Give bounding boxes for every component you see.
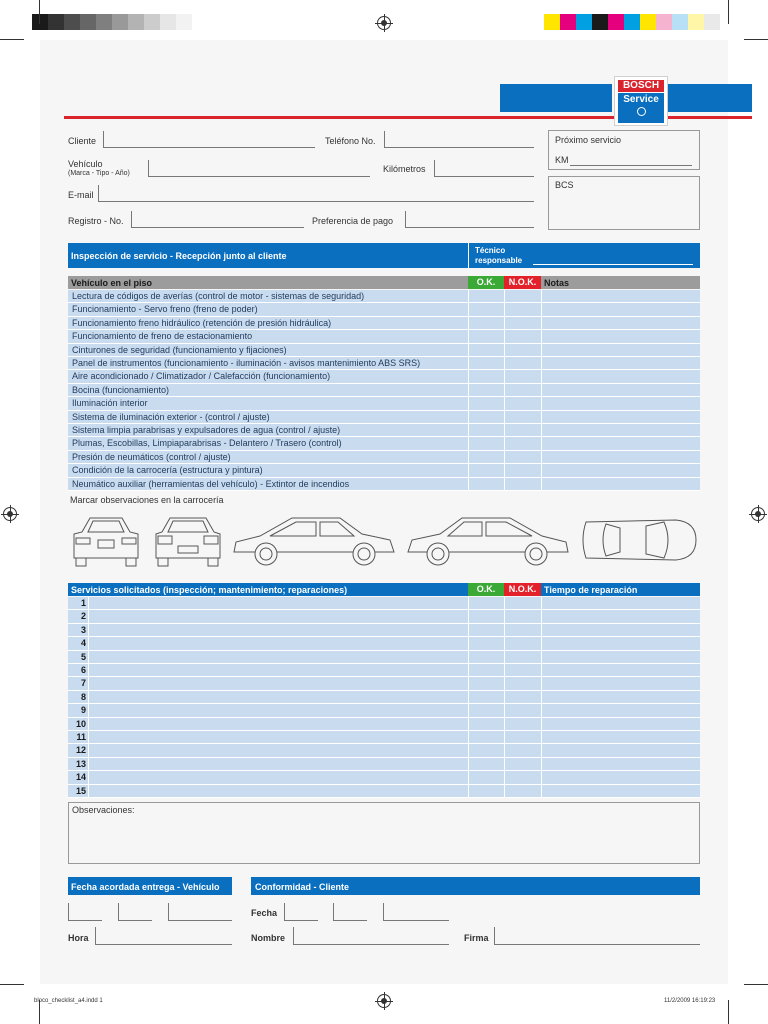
- services-ok-header: O.K.: [468, 583, 504, 596]
- crop-mark: [0, 984, 24, 985]
- color-swatch: [160, 14, 176, 30]
- table-row: [68, 317, 700, 330]
- registro-label: Registro - No.: [68, 216, 124, 226]
- nombre-label: Nombre: [251, 933, 286, 943]
- tiempo-field[interactable]: [542, 624, 700, 636]
- table-row: [68, 424, 700, 437]
- table-row: [68, 704, 700, 717]
- nok-checkbox[interactable]: [505, 357, 541, 369]
- table-row: [68, 451, 700, 464]
- row-label: Aire acondicionado / Climatizador / Calefacción (funcionamiento): [72, 371, 331, 382]
- footer-filename: bloco_checklist_a4.indd 1: [34, 998, 103, 1004]
- color-swatch: [592, 14, 608, 30]
- ok-checkbox[interactable]: [469, 330, 504, 342]
- row-label: Iluminación interior: [72, 398, 148, 409]
- ok-checkbox[interactable]: [469, 303, 504, 315]
- row-label: Lectura de códigos de averías (control de motor - sistemas de seguridad): [72, 291, 365, 301]
- crop-mark: [728, 0, 729, 24]
- ok-checkbox[interactable]: [469, 637, 504, 649]
- tiempo-field[interactable]: [542, 677, 700, 689]
- ok-checkbox[interactable]: [469, 357, 504, 369]
- color-swatch: [144, 14, 160, 30]
- nok-checkbox[interactable]: [505, 758, 541, 770]
- service-description-field[interactable]: [89, 677, 468, 689]
- crop-mark: [39, 0, 40, 24]
- fecha-acordada-header: [68, 877, 232, 895]
- color-swatch: [176, 14, 192, 30]
- nok-checkbox[interactable]: [505, 384, 541, 396]
- ok-checkbox[interactable]: [469, 597, 504, 609]
- nok-checkbox[interactable]: [505, 718, 541, 730]
- row-number: 11: [76, 732, 86, 742]
- table-row: [68, 624, 700, 637]
- tecnico-label: Técnico: [475, 246, 506, 255]
- fecha-acordada-title: Fecha acordada entrega - Vehículo: [71, 882, 220, 892]
- bosch-service-logo: [614, 76, 668, 126]
- nok-checkbox[interactable]: [505, 624, 541, 636]
- table-row: [68, 290, 700, 303]
- observaciones-label: Observaciones:: [72, 805, 135, 815]
- observaciones-box[interactable]: [68, 802, 700, 864]
- hora-field[interactable]: [95, 927, 232, 945]
- email-field[interactable]: [98, 201, 534, 202]
- ok-checkbox[interactable]: [469, 451, 504, 463]
- nombre-field[interactable]: [293, 927, 449, 945]
- table-row: [68, 357, 700, 370]
- color-swatch: [128, 14, 144, 30]
- notas-label: Notas: [544, 278, 570, 288]
- row-number: 1: [80, 598, 86, 608]
- notas-field[interactable]: [542, 317, 700, 329]
- row-number: 4: [80, 638, 86, 649]
- row-number: 5: [80, 651, 86, 662]
- row-label: Sistema de iluminación exterior - (control / ajuste): [72, 411, 270, 422]
- nok-checkbox[interactable]: [505, 704, 541, 716]
- nok-checkbox[interactable]: [505, 317, 541, 329]
- notas-field[interactable]: [542, 344, 700, 356]
- ok-checkbox[interactable]: [469, 437, 504, 449]
- ok-checkbox[interactable]: [469, 411, 504, 423]
- logo-service-panel: [618, 93, 664, 123]
- color-swatch: [112, 14, 128, 30]
- ok-checkbox[interactable]: [469, 771, 504, 783]
- grayscale-color-bar: [32, 14, 192, 30]
- services-nok-header: N.O.K.: [504, 583, 541, 596]
- tiempo-field[interactable]: [542, 637, 700, 649]
- table-row: [68, 691, 700, 704]
- ok-checkbox[interactable]: [469, 664, 504, 676]
- services-header: [68, 583, 468, 596]
- service-description-field[interactable]: [89, 718, 468, 730]
- ok-column-header: O.K.: [468, 276, 504, 289]
- table-row: [68, 731, 700, 744]
- header-blue-band-right: [668, 84, 752, 112]
- table-row: [68, 718, 700, 731]
- color-swatch: [640, 14, 656, 30]
- ok-checkbox[interactable]: [469, 370, 504, 382]
- tiempo-field[interactable]: [542, 610, 700, 622]
- ok-checkbox[interactable]: [469, 344, 504, 356]
- table-row: [68, 610, 700, 623]
- notas-field[interactable]: [542, 290, 700, 302]
- field-tick: [434, 160, 435, 176]
- nok-checkbox[interactable]: [505, 424, 541, 436]
- entrega-anio-field[interactable]: [168, 903, 232, 921]
- table-row: [68, 651, 700, 664]
- field-tick: [103, 131, 104, 147]
- bosch-armature-icon: [637, 107, 646, 116]
- ok-checkbox[interactable]: [469, 718, 504, 730]
- registration-mark-right: [751, 507, 765, 521]
- field-tick: [405, 211, 406, 227]
- notas-field[interactable]: [542, 357, 700, 369]
- field-tick: [148, 160, 149, 176]
- tiempo-field[interactable]: [542, 731, 700, 743]
- entrega-mes-field[interactable]: [118, 903, 152, 921]
- proximo-servicio-label: Próximo servicio: [555, 135, 622, 145]
- header-divider: [468, 243, 469, 268]
- tiempo-field[interactable]: [542, 704, 700, 716]
- firma-label: Firma: [464, 933, 489, 943]
- row-label: Bocina (funcionamiento): [72, 384, 170, 395]
- notas-field[interactable]: [542, 303, 700, 315]
- km-field[interactable]: [570, 165, 692, 166]
- color-swatch: [608, 14, 624, 30]
- table-row: [68, 344, 700, 357]
- color-swatch: [624, 14, 640, 30]
- row-number: 9: [80, 705, 86, 716]
- table-row: [68, 677, 700, 690]
- row-number: 10: [75, 718, 86, 729]
- ok-checkbox[interactable]: [469, 758, 504, 770]
- notas-field[interactable]: [542, 370, 700, 382]
- color-swatch: [688, 14, 704, 30]
- nok-checkbox[interactable]: [505, 411, 541, 423]
- notas-field[interactable]: [542, 397, 700, 409]
- service-description-field[interactable]: [89, 664, 468, 676]
- ok-checkbox[interactable]: [469, 317, 504, 329]
- notas-field[interactable]: [542, 424, 700, 436]
- table-row: [68, 771, 700, 784]
- tiempo-field[interactable]: [542, 771, 700, 783]
- service-description-field[interactable]: [89, 597, 468, 609]
- row-number: 8: [80, 691, 86, 702]
- row-number: 2: [80, 611, 86, 622]
- conformidad-header: [251, 877, 700, 895]
- table-row: [68, 464, 700, 477]
- nok-checkbox[interactable]: [505, 785, 541, 797]
- logo-brand: BOSCH: [618, 80, 664, 92]
- firma-field[interactable]: [494, 927, 700, 945]
- nok-checkbox[interactable]: [505, 637, 541, 649]
- color-swatch: [96, 14, 112, 30]
- ok-checkbox[interactable]: [469, 397, 504, 409]
- registro-field[interactable]: [131, 227, 304, 228]
- color-swatch: [80, 14, 96, 30]
- table-row: [68, 330, 700, 343]
- tiempo-field[interactable]: [542, 785, 700, 797]
- car-front-view-icon[interactable]: [68, 510, 144, 570]
- entrega-dia-field[interactable]: [68, 903, 102, 921]
- tiempo-field[interactable]: [542, 597, 700, 609]
- telefono-field[interactable]: [384, 147, 534, 148]
- table-row: [68, 478, 700, 491]
- registration-mark-bottom: [377, 994, 391, 1008]
- vehiculo-label: Vehículo: [68, 159, 103, 169]
- tiempo-header: [541, 583, 700, 596]
- nok-checkbox[interactable]: [505, 771, 541, 783]
- row-label: Funcionamiento de freno de estacionamiento: [72, 331, 253, 342]
- car-top-view-icon[interactable]: [576, 512, 700, 568]
- ok-checkbox[interactable]: [469, 610, 504, 622]
- color-swatch: [672, 14, 688, 30]
- conformidad-title: Conformidad - Cliente: [255, 882, 349, 892]
- vehiculo-piso-label: Vehículo en el piso: [71, 278, 153, 288]
- tiempo-field[interactable]: [542, 718, 700, 730]
- row-number: 15: [75, 785, 86, 796]
- services-title: Servicios solicitados (inspección; mantenimiento; reparaciones): [71, 585, 348, 595]
- row-label: Plumas, Escobillas, Limpiaparabrisas - Delantero / Trasero (control): [72, 438, 342, 449]
- nok-checkbox[interactable]: [505, 344, 541, 356]
- ok-checkbox[interactable]: [469, 691, 504, 703]
- nok-checkbox[interactable]: [505, 451, 541, 463]
- ok-checkbox[interactable]: [469, 424, 504, 436]
- preferencia-field[interactable]: [405, 227, 534, 228]
- footer-timestamp: 11/2/2009 16:19:23: [664, 998, 716, 1004]
- registration-mark-top: [377, 16, 391, 30]
- crop-mark: [744, 984, 768, 985]
- table-row: [68, 384, 700, 397]
- color-swatch: [32, 14, 48, 30]
- conformidad-mes-field[interactable]: [333, 903, 367, 921]
- nok-checkbox[interactable]: [505, 744, 541, 756]
- row-number: 14: [75, 772, 86, 783]
- notas-field[interactable]: [542, 411, 700, 423]
- service-description-field[interactable]: [89, 610, 468, 622]
- table-row: [68, 303, 700, 316]
- tiempo-field[interactable]: [542, 691, 700, 703]
- header-blue-band: [500, 84, 612, 112]
- vehiculo-sublabel: (Marca - Tipo - Año): [68, 170, 130, 177]
- nok-checkbox[interactable]: [505, 731, 541, 743]
- row-number: 3: [80, 624, 86, 635]
- row-label: Funcionamiento freno hidráulico (retención de presión hidráulica): [72, 317, 332, 328]
- tiempo-field[interactable]: [542, 758, 700, 770]
- service-description-field[interactable]: [89, 637, 468, 649]
- table-row: [68, 397, 700, 410]
- crop-mark: [744, 39, 768, 40]
- field-tick: [384, 131, 385, 147]
- inspection-header: [68, 243, 700, 268]
- inspection-title: Inspección de servicio - Recepción junto al cliente: [71, 251, 287, 261]
- notas-field[interactable]: [542, 478, 700, 490]
- telefono-label: Teléfono No.: [325, 136, 376, 146]
- field-tick: [98, 185, 99, 201]
- row-number: 7: [80, 678, 86, 689]
- notas-field[interactable]: [542, 384, 700, 396]
- nok-checkbox[interactable]: [505, 677, 541, 689]
- preferencia-label: Preferencia de pago: [312, 216, 394, 226]
- table-row: [68, 437, 700, 450]
- conformidad-dia-field[interactable]: [284, 903, 318, 921]
- notas-field[interactable]: [542, 451, 700, 463]
- ok-checkbox[interactable]: [469, 478, 504, 490]
- body-note: Marcar observaciones en la carrocería: [70, 495, 224, 505]
- service-description-field[interactable]: [89, 651, 468, 663]
- kilometros-field[interactable]: [434, 176, 534, 177]
- row-label: Presión de neumáticos (control / ajuste): [72, 451, 231, 462]
- nok-checkbox[interactable]: [505, 464, 541, 476]
- nok-checkbox[interactable]: [505, 290, 541, 302]
- color-swatch: [576, 14, 592, 30]
- nok-checkbox[interactable]: [505, 397, 541, 409]
- notas-field[interactable]: [542, 464, 700, 476]
- crop-mark: [0, 39, 24, 40]
- table-row: [68, 758, 700, 771]
- km-label: KM: [555, 155, 569, 165]
- ok-checkbox[interactable]: [469, 731, 504, 743]
- ok-checkbox[interactable]: [469, 651, 504, 663]
- ok-checkbox[interactable]: [469, 624, 504, 636]
- bcs-label: BCS: [555, 180, 574, 190]
- service-description-field[interactable]: [89, 624, 468, 636]
- service-description-field[interactable]: [89, 771, 468, 783]
- vehiculo-piso-header: [68, 276, 468, 289]
- cliente-label: Cliente: [68, 136, 97, 146]
- row-label: Condición de la carrocería (estructura y pintura): [72, 465, 263, 476]
- table-row: [68, 664, 700, 677]
- hora-label: Hora: [68, 933, 89, 943]
- ok-checkbox[interactable]: [469, 384, 504, 396]
- color-swatch: [64, 14, 80, 30]
- color-swatch: [48, 14, 64, 30]
- crop-mark: [728, 1000, 729, 1024]
- service-description-field[interactable]: [89, 731, 468, 743]
- email-label: E-mail: [68, 190, 94, 200]
- nok-checkbox[interactable]: [505, 651, 541, 663]
- vehiculo-field[interactable]: [148, 176, 370, 177]
- service-description-field[interactable]: [89, 785, 468, 797]
- field-tick: [131, 211, 132, 227]
- responsable-label: responsable: [475, 256, 523, 265]
- table-row: [68, 785, 700, 798]
- tiempo-field[interactable]: [542, 651, 700, 663]
- row-label: Panel de instrumentos (funcionamiento - iluminación - avisos mantenimiento ABS SRS): [72, 358, 421, 368]
- table-row: [68, 411, 700, 424]
- row-label: Sistema limpia parabrisas y expulsadores de agua (control / ajuste): [72, 425, 341, 435]
- tiempo-field[interactable]: [542, 664, 700, 676]
- nok-checkbox[interactable]: [505, 370, 541, 382]
- ok-checkbox[interactable]: [469, 704, 504, 716]
- color-swatch: [560, 14, 576, 30]
- nok-checkbox[interactable]: [505, 478, 541, 490]
- service-description-field[interactable]: [89, 744, 468, 756]
- nok-checkbox[interactable]: [505, 691, 541, 703]
- row-number: 13: [75, 758, 86, 769]
- nok-checkbox[interactable]: [505, 330, 541, 342]
- nok-checkbox[interactable]: [505, 303, 541, 315]
- service-description-field[interactable]: [89, 704, 468, 716]
- notas-field[interactable]: [542, 330, 700, 342]
- ok-checkbox[interactable]: [469, 744, 504, 756]
- fecha-label: Fecha: [251, 908, 278, 918]
- ok-checkbox[interactable]: [469, 677, 504, 689]
- table-row: [68, 370, 700, 383]
- ok-checkbox[interactable]: [469, 464, 504, 476]
- conformidad-anio-field[interactable]: [383, 903, 449, 921]
- service-description-field[interactable]: [89, 758, 468, 770]
- nok-column-header: N.O.K.: [504, 276, 541, 289]
- color-swatch: [544, 14, 560, 30]
- row-label: Cinturones de seguridad (funcionamiento y fijaciones): [72, 344, 287, 355]
- cliente-field[interactable]: [103, 147, 315, 148]
- ok-checkbox[interactable]: [469, 290, 504, 302]
- color-swatch: [704, 14, 720, 30]
- table-row: [68, 597, 700, 610]
- row-number: 6: [80, 665, 86, 675]
- nok-checkbox[interactable]: [505, 597, 541, 609]
- notas-column-header: [541, 276, 700, 289]
- tecnico-field[interactable]: [533, 264, 693, 265]
- kilometros-label: Kilómetros: [383, 164, 426, 174]
- car-rear-view-icon[interactable]: [150, 510, 226, 570]
- row-label: Funcionamiento - Servo freno (freno de poder): [72, 304, 258, 315]
- color-swatch: [656, 14, 672, 30]
- registration-mark-left: [3, 507, 17, 521]
- cmyk-color-bar: [544, 14, 720, 30]
- tiempo-field[interactable]: [542, 744, 700, 756]
- table-row: [68, 637, 700, 650]
- nok-checkbox[interactable]: [505, 664, 541, 676]
- ok-checkbox[interactable]: [469, 785, 504, 797]
- car-left-side-icon[interactable]: [230, 512, 398, 568]
- notas-field[interactable]: [542, 437, 700, 449]
- logo-service-text: Service: [623, 94, 659, 105]
- car-right-side-icon[interactable]: [404, 512, 572, 568]
- table-row: [68, 744, 700, 757]
- row-label: Neumático auxiliar (herramientas del vehículo) - Extintor de incendios: [72, 478, 350, 489]
- tiempo-label: Tiempo de reparación: [544, 585, 638, 595]
- nok-checkbox[interactable]: [505, 610, 541, 622]
- service-description-field[interactable]: [89, 691, 468, 703]
- nok-checkbox[interactable]: [505, 437, 541, 449]
- row-number: 12: [75, 745, 86, 756]
